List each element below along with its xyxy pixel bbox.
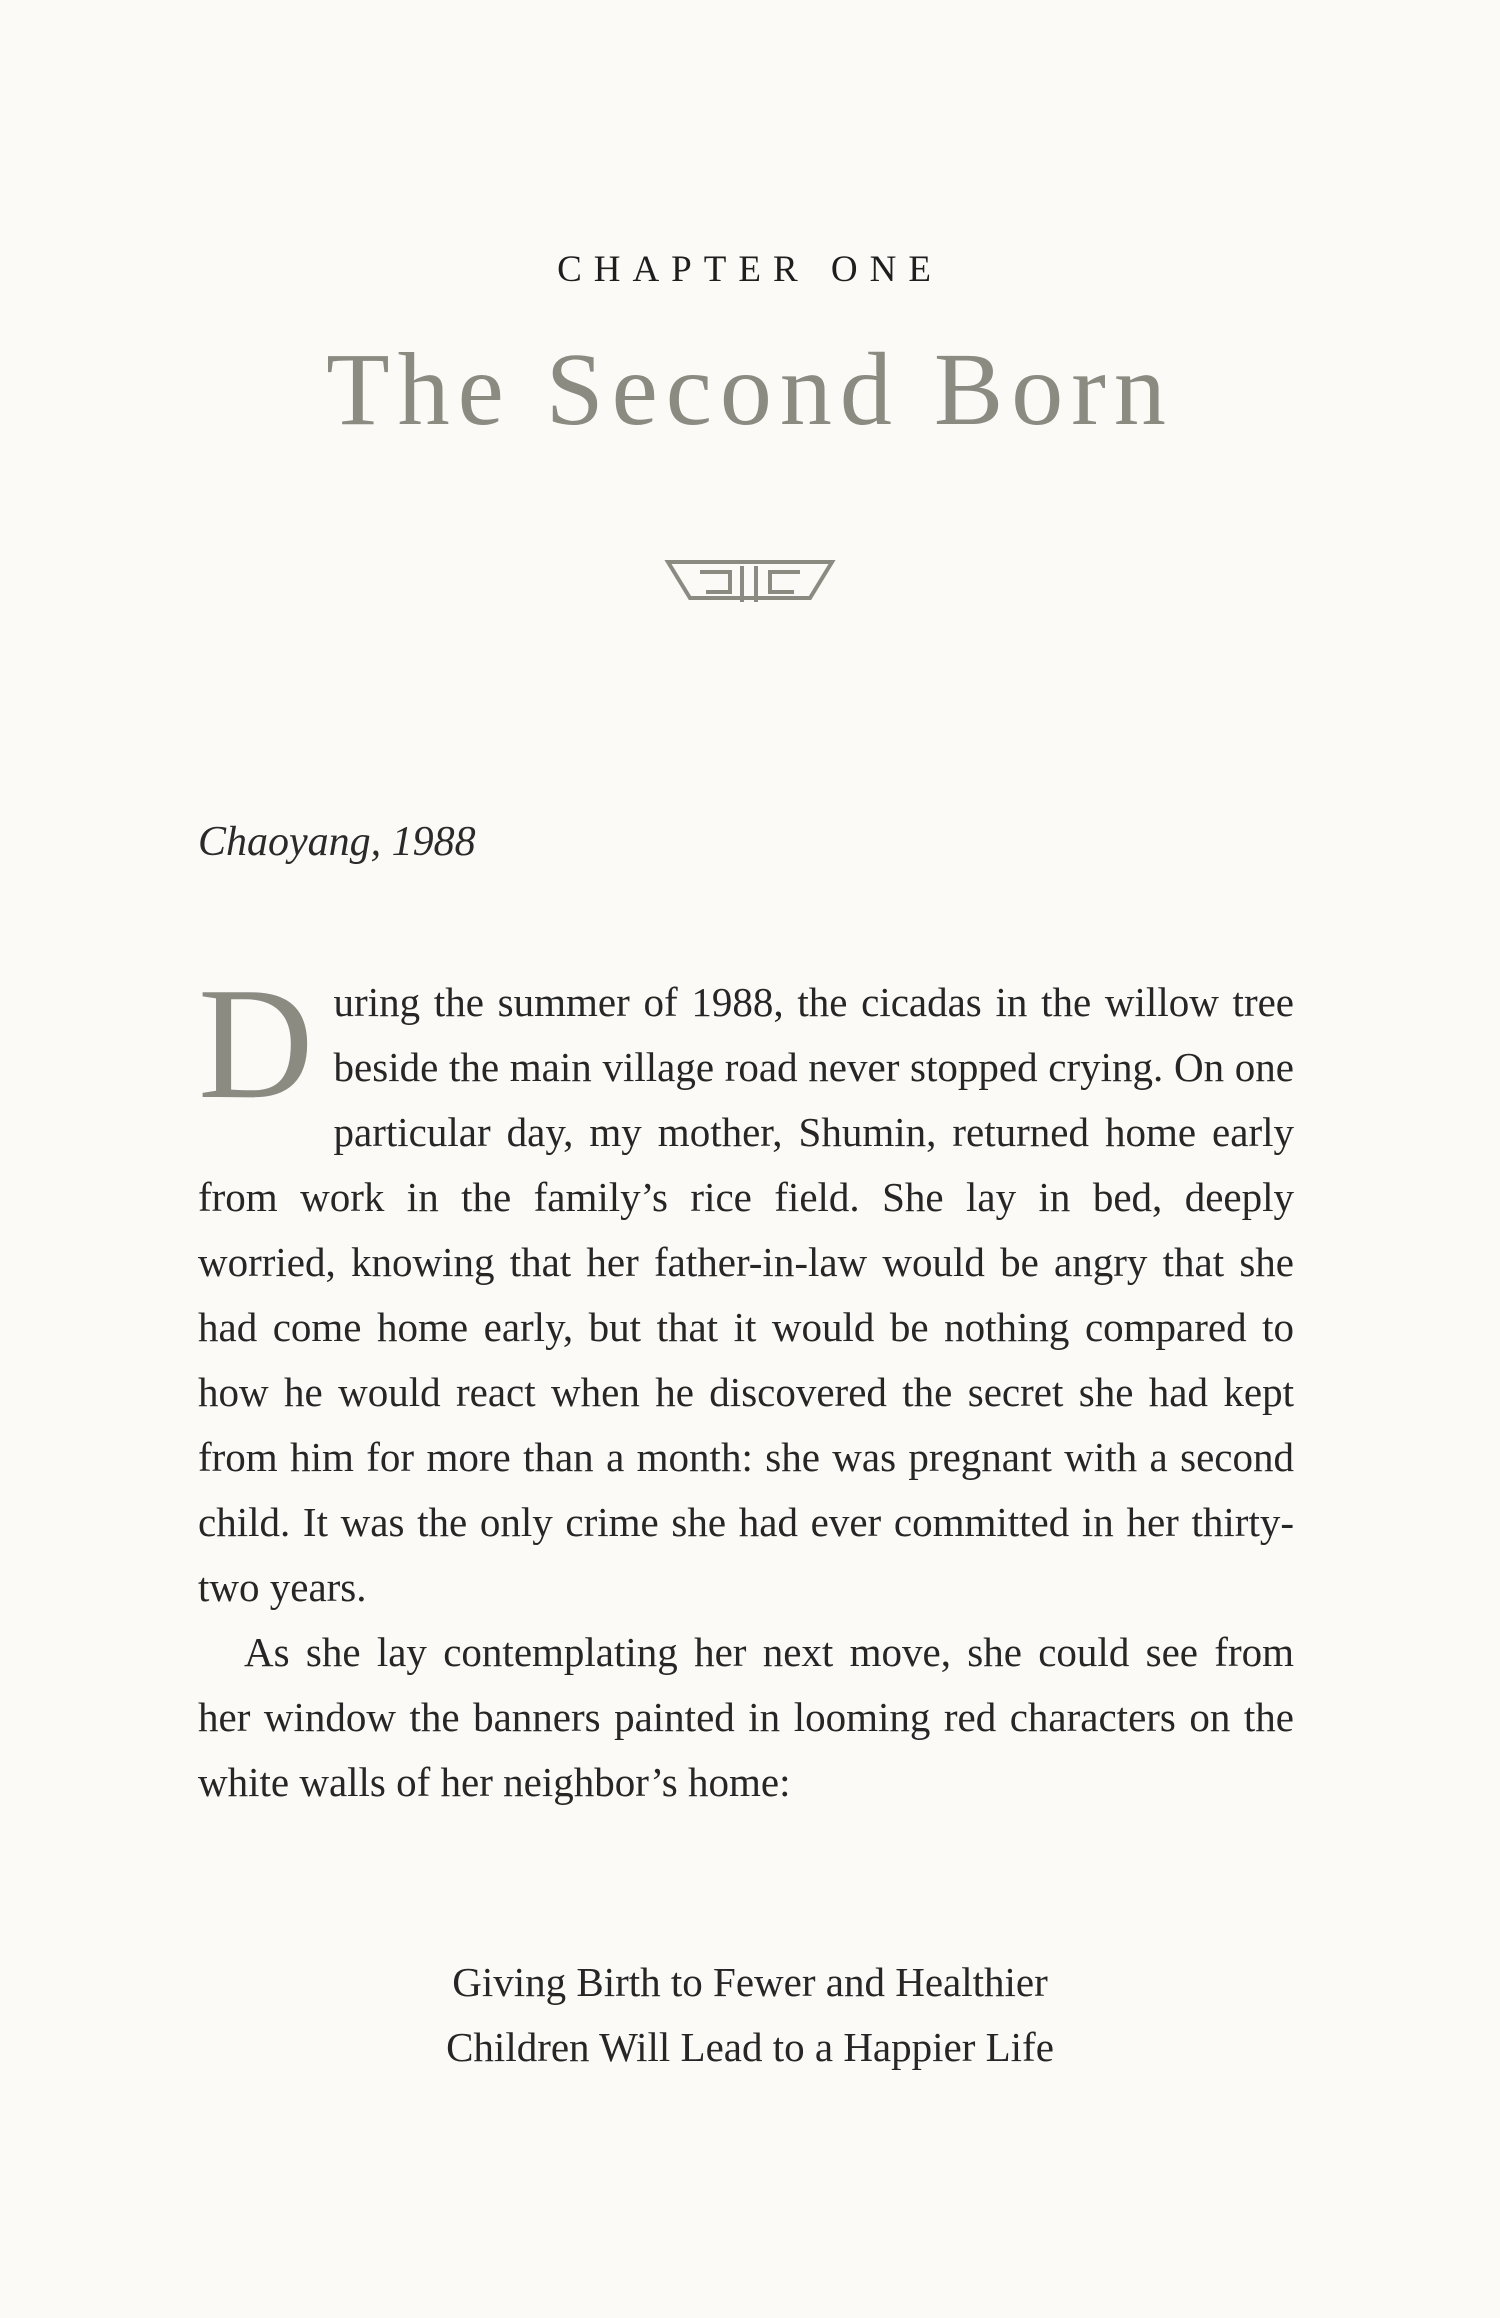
body-text bbox=[198, 954, 1294, 1815]
chapter-title: The Second Born bbox=[326, 332, 1174, 447]
dateline: Chaoyang, 1988 bbox=[198, 819, 476, 865]
paragraph-1 bbox=[198, 954, 1294, 1620]
chapter-ornament-icon bbox=[660, 540, 840, 620]
slogan-line-2: Children Will Lead to a Happier Life bbox=[446, 2024, 1054, 2070]
paragraph-2: As she lay contemplating her next move, she could see from her window the banners painted in looming red characters on the white walls of her neighbor’s home: bbox=[198, 1629, 1294, 1805]
slogan-line-1: Giving Birth to Fewer and Healthier bbox=[452, 1959, 1048, 2005]
paragraph-1-text: uring the summer of 1988, the cicadas in the willow tree beside the main village road never stopped crying. On one particular day, my mother, Shumin, returned home early from work in the family’s rice field. She lay in bed, deeply worried, knowing that her father-in-law would be angry that she had come home early, but that it would be nothing compared to how he would react when he discovered the secret she had kept from him for more than a month: she was pregnant with a second child. It was the only crime she had ever committed in her thirty-two years. bbox=[198, 979, 1294, 1610]
slogan bbox=[0, 1950, 1500, 2080]
chapter-label: CHAPTER ONE bbox=[557, 249, 943, 290]
drop-cap: D bbox=[198, 954, 314, 1132]
